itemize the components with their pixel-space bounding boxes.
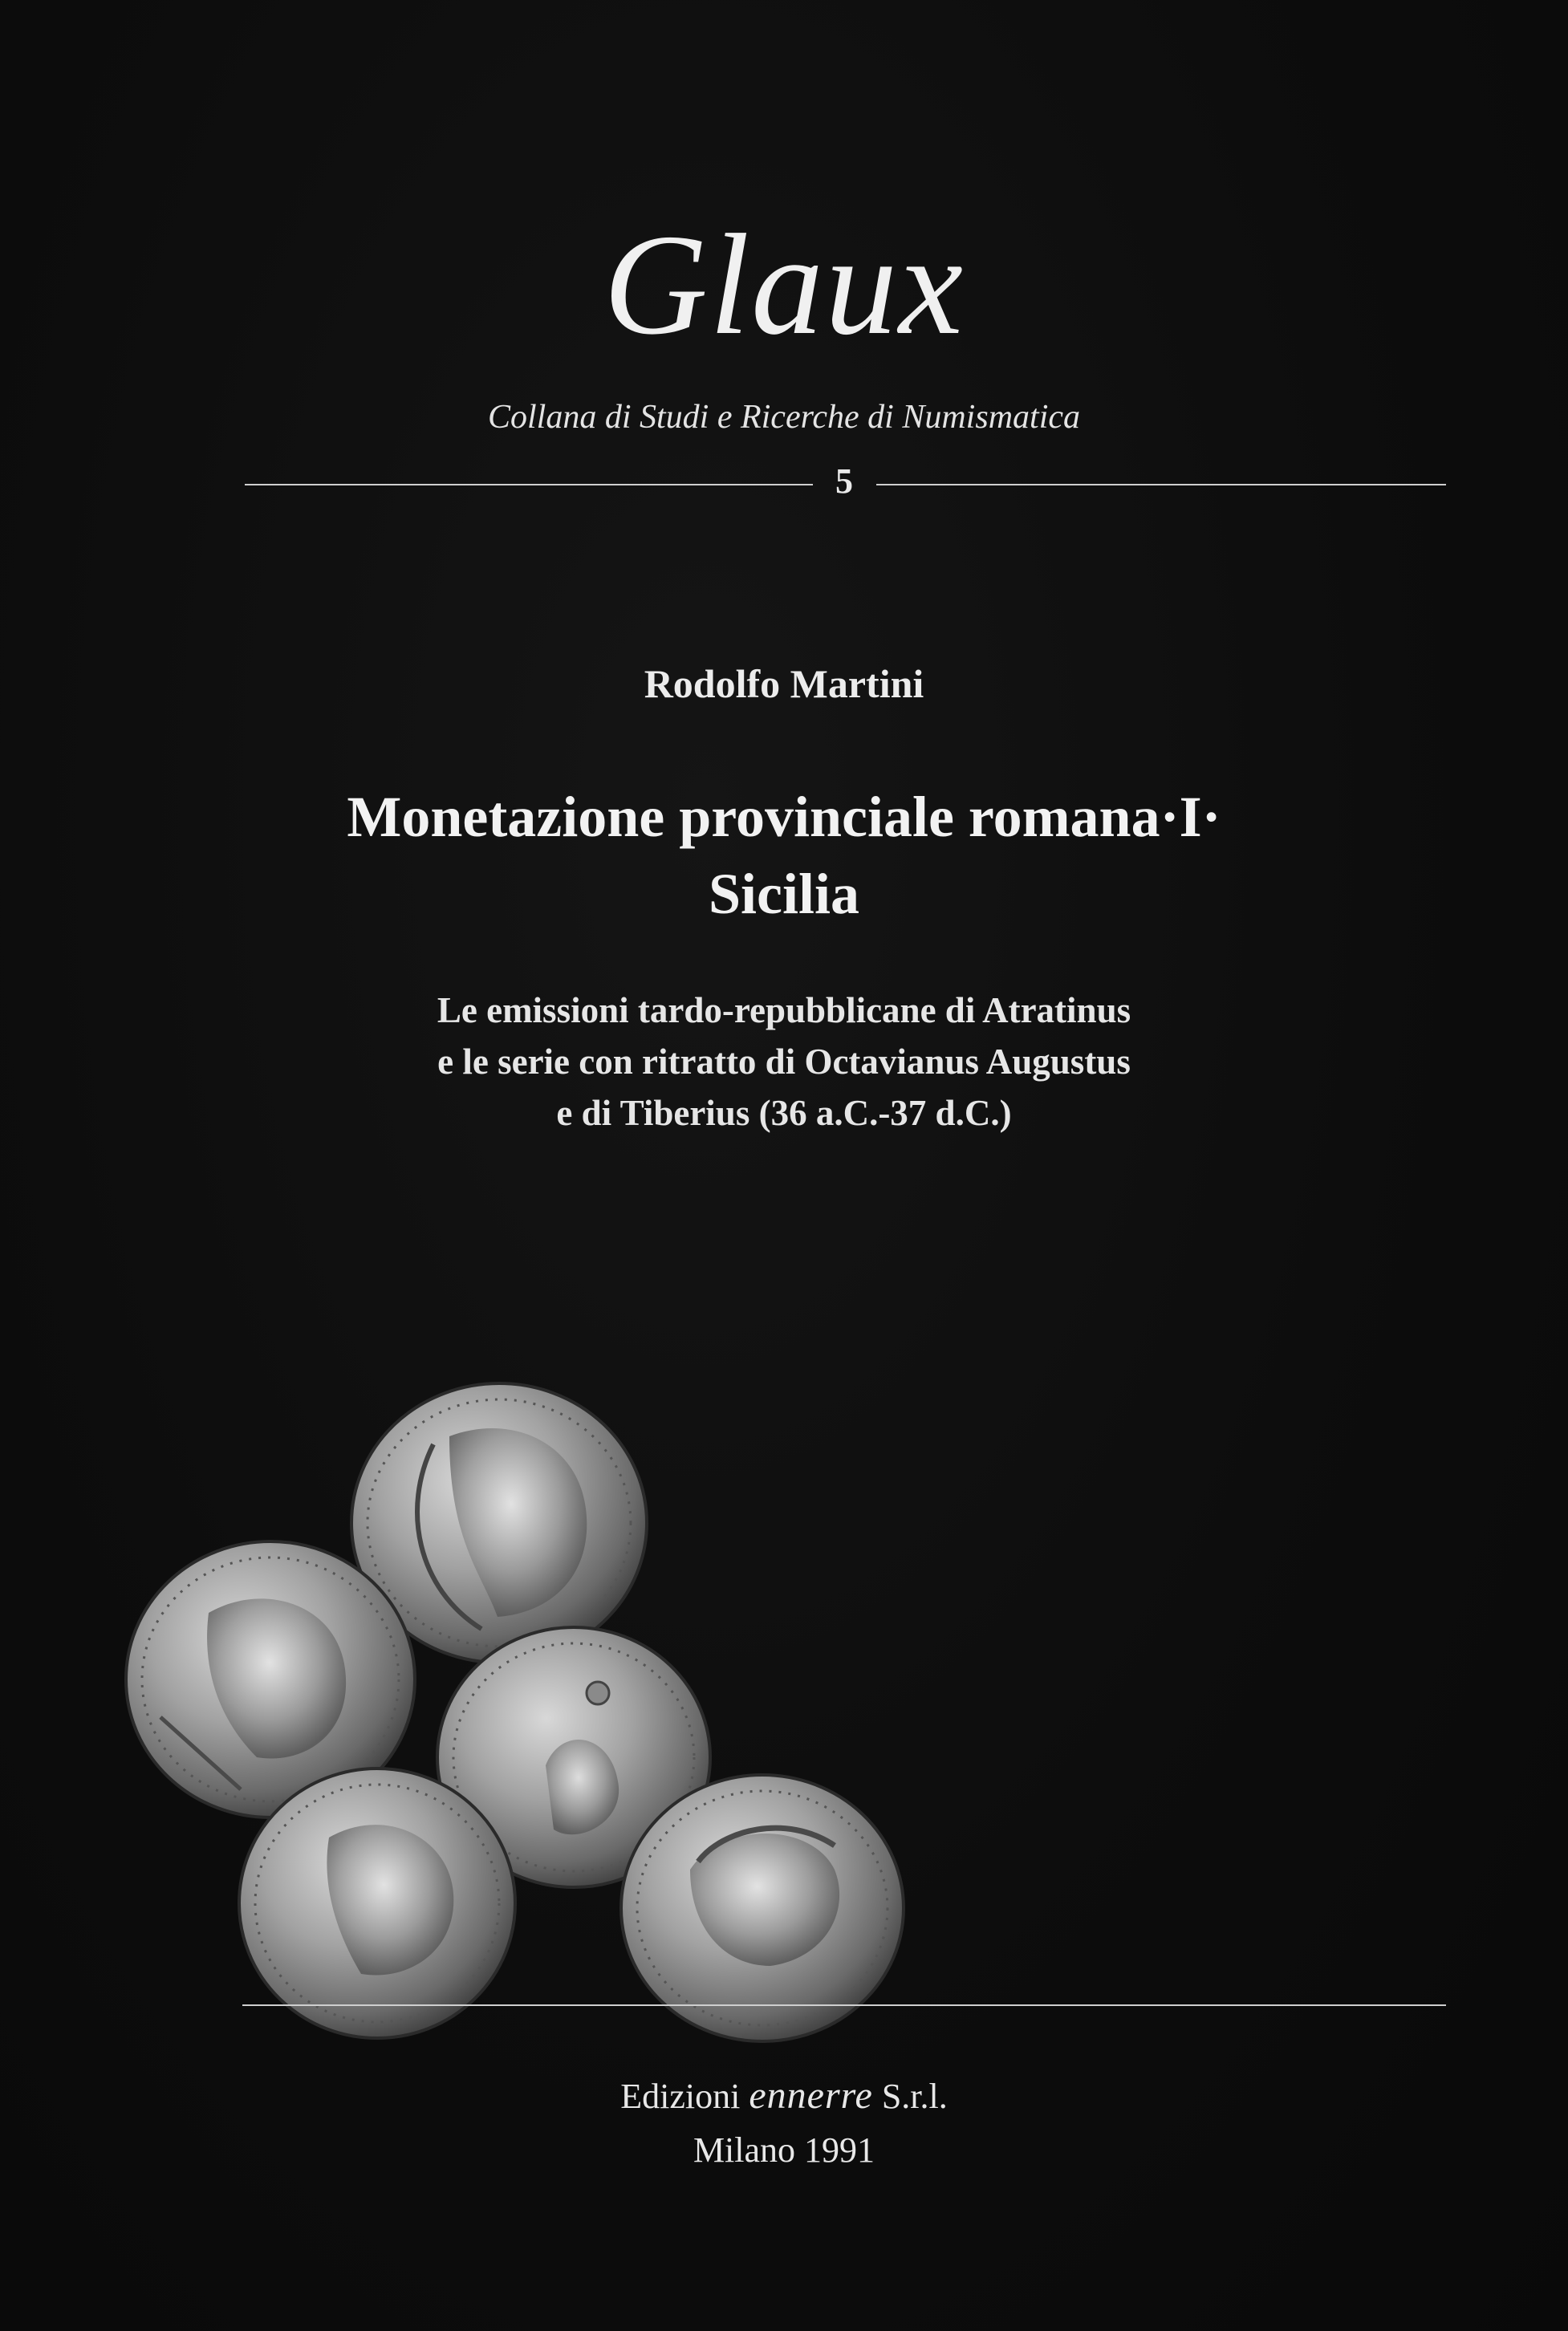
coin-helmeted-head <box>621 1775 904 2041</box>
volume-number: 5 <box>835 461 853 501</box>
publisher-suffix: S.r.l. <box>881 2077 948 2116</box>
place-year: Milano 1991 <box>693 2130 875 2170</box>
book-title-line: Monetazione provinciale romana·I· <box>347 785 1221 849</box>
book-title-line: Sicilia <box>708 862 859 926</box>
book-subtitle-line: e le serie con ritratto di Octavianus Augustus <box>437 1042 1131 1082</box>
series-subtitle: Collana di Studi e Ricerche di Numismatica <box>487 399 1080 436</box>
publisher-line <box>0 2070 1568 2122</box>
author-name: Rodolfo Martini <box>644 661 924 706</box>
book-subtitle-line: e di Tiberius (36 a.C.-37 d.C.) <box>556 1093 1012 1133</box>
publisher-prefix: Edizioni <box>620 2077 741 2116</box>
book-subtitle-line: Le emissioni tardo-repubblicane di Atratinus <box>437 990 1131 1030</box>
bottom-rule <box>242 2004 1446 2006</box>
series-title: Glaux <box>603 205 965 364</box>
coin-bottom-left <box>239 1769 515 2038</box>
publisher-brand: ennerre <box>749 2074 873 2117</box>
